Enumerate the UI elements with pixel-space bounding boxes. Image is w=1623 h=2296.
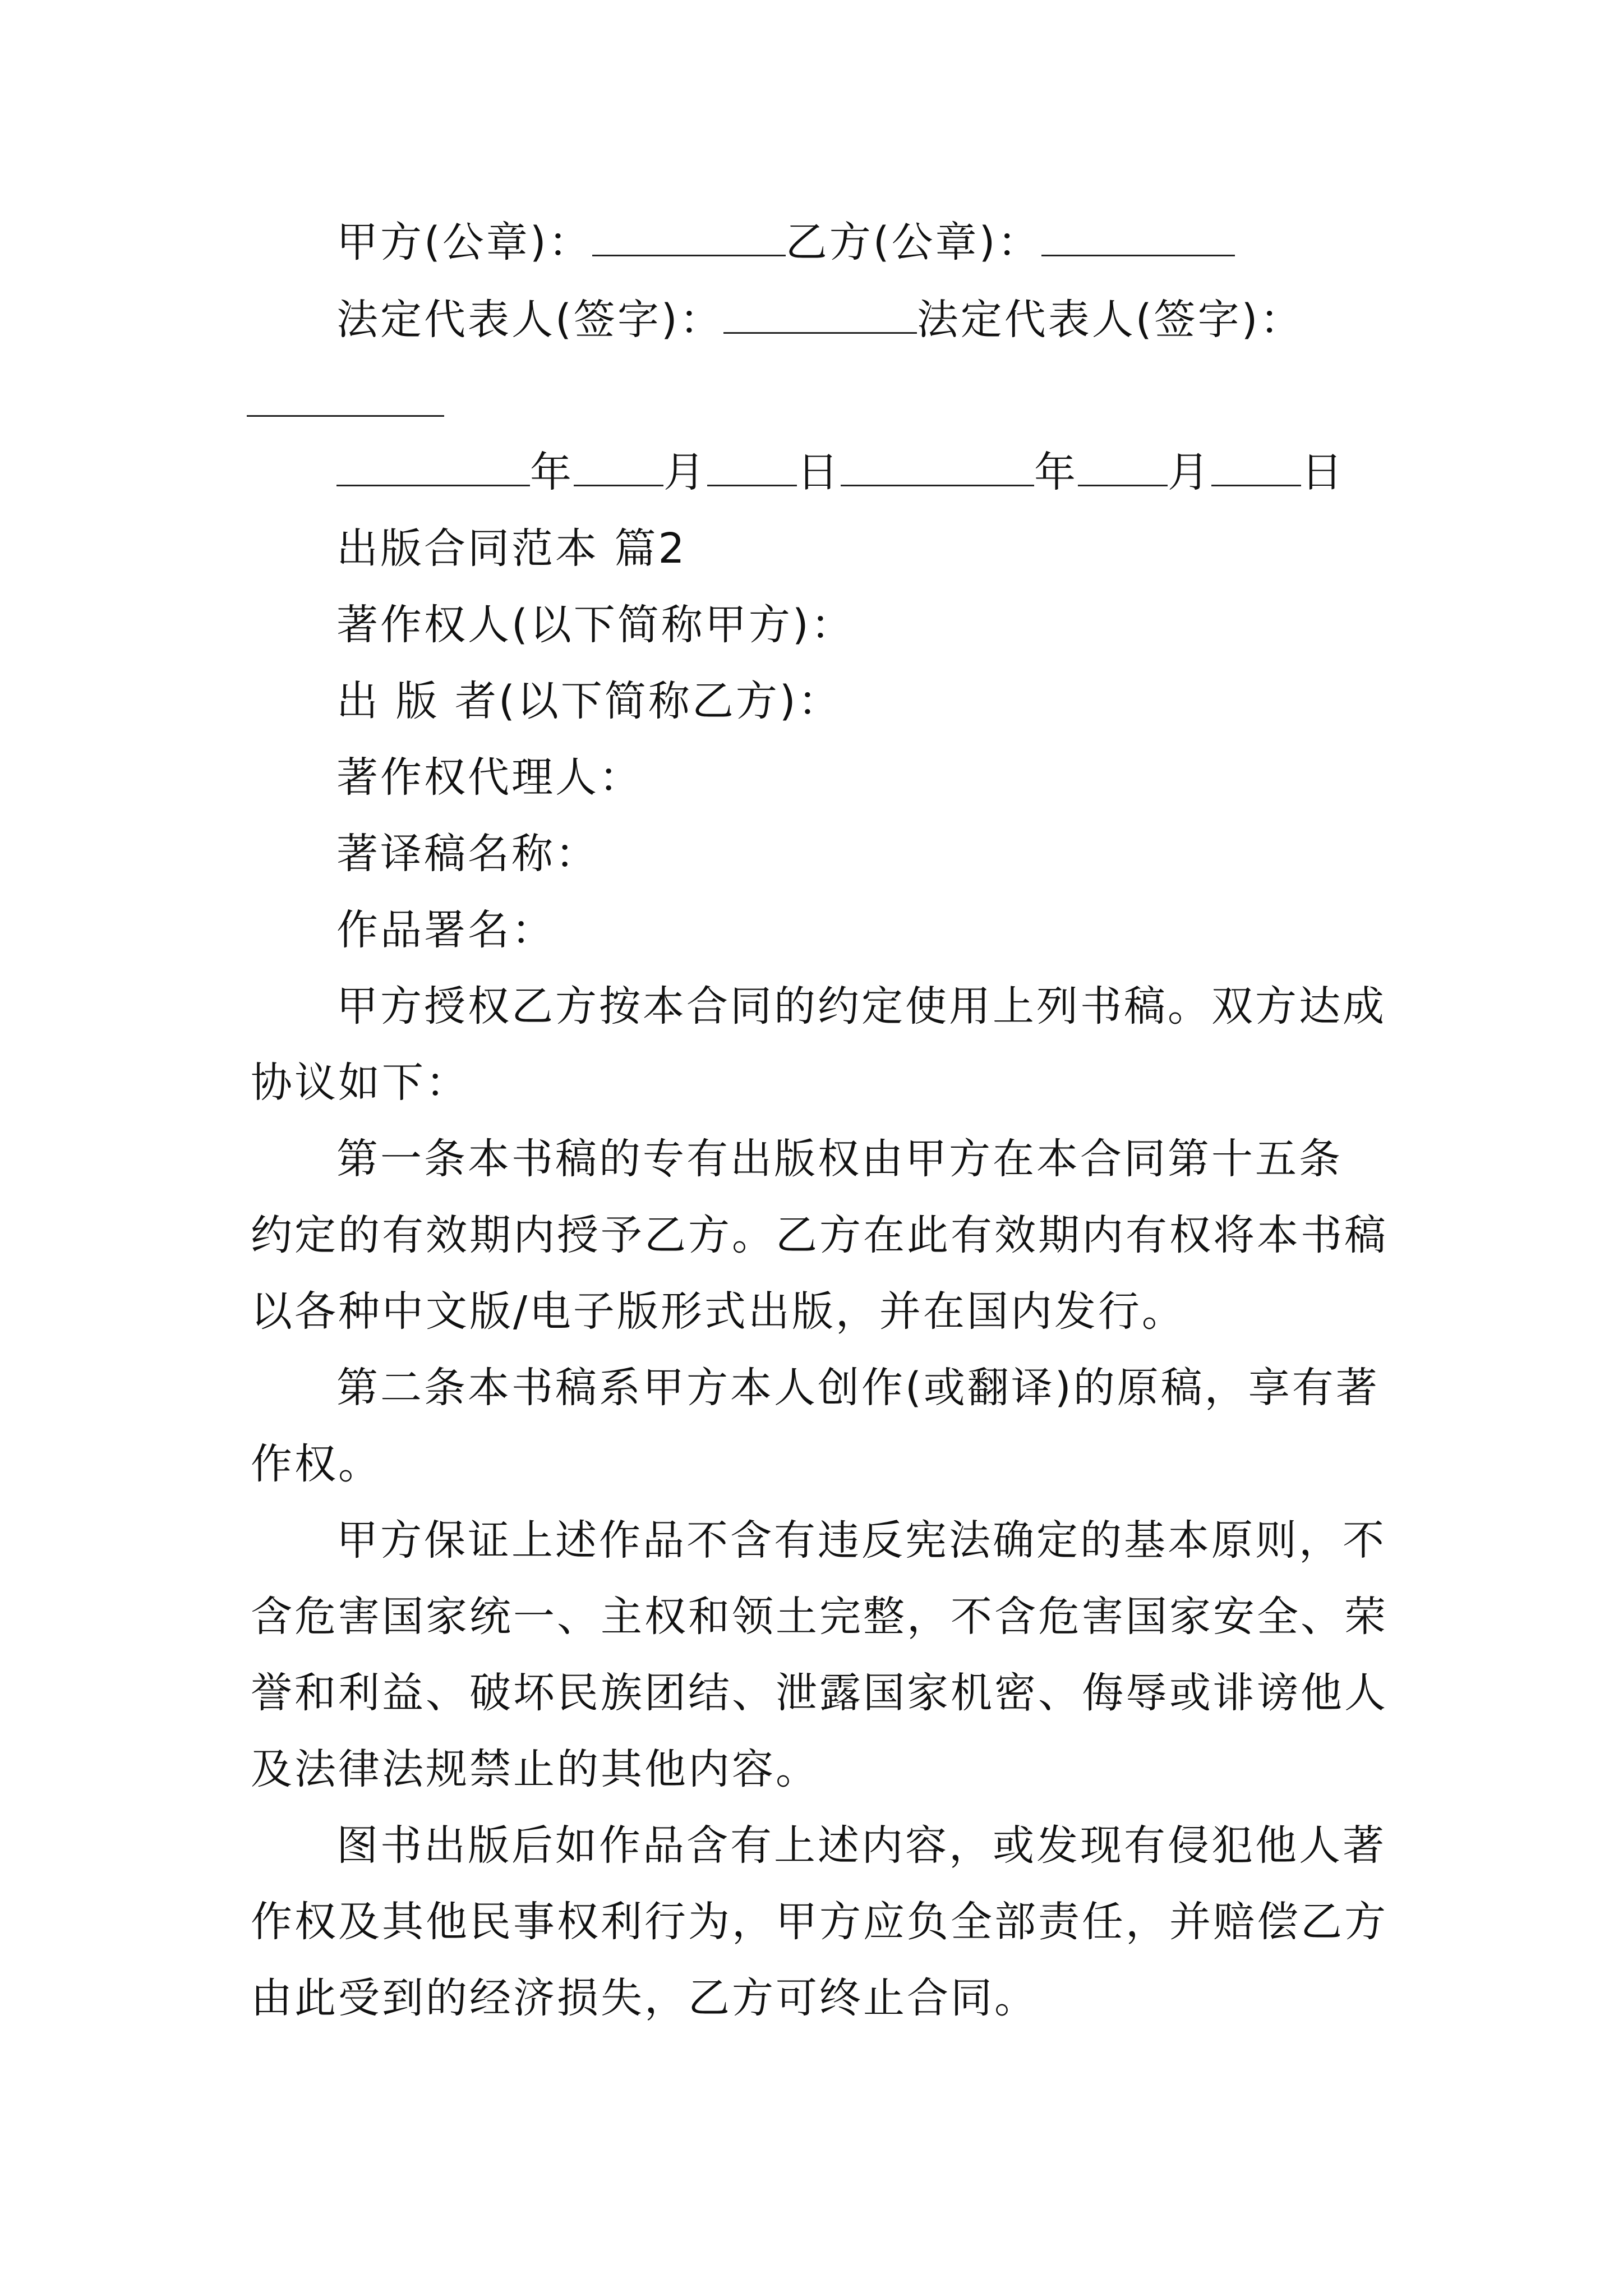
paragraph-line: 协议如下： [251,1059,469,1107]
day-a-blank [707,445,797,486]
manuscript-name-field: 著译稿名称： [336,830,599,878]
rep-b-label: 法定代表人(签字)： [916,296,1304,344]
party-a-seal-label: 甲方(公章)： [336,218,592,266]
day-b-blank [1211,445,1301,486]
representative-line [336,292,1304,348]
year-a-blank [336,445,530,486]
rep-a-blank [723,293,917,334]
paragraph-line: 甲方授权乙方按本合同的约定使用上列书稿。双方达成 [336,982,1386,1030]
rep-b-blank [247,415,444,417]
paragraph-line: 以各种中文版/电子版形式出版，并在国内发行。 [251,1287,1186,1336]
paragraph-line: 及法律法规禁止的其他内容。 [251,1745,819,1793]
day-b-label: 日 [1301,448,1345,496]
publisher-field: 出 版 者(以下简称乙方)： [336,677,842,725]
paragraph-line: 第一条本书稿的专有出版权由甲方在本合同第十五条 [336,1135,1343,1183]
paragraph-line: 约定的有效期内授予乙方。乙方在此有效期内有权将本书稿 [251,1211,1388,1259]
month-b-blank [1078,445,1168,486]
attribution-field: 作品署名： [336,906,555,954]
paragraph-line: 由此受到的经济损失，乙方可终止合同。 [251,1974,1038,2022]
paragraph-line: 含危害国家统一、主权和领土完整，不含危害国家安全、荣 [251,1593,1388,1641]
day-a-label: 日 [797,448,841,496]
paragraph-line: 作权。 [251,1440,382,1488]
month-b-label: 月 [1168,448,1211,496]
party-b-seal-blank [1041,215,1235,256]
paragraph-line: 作权及其他民事权利行为，甲方应负全部责任，并赔偿乙方 [251,1898,1388,1946]
date-line [336,444,1345,500]
paragraph-line: 图书出版后如作品含有上述内容，或发现有侵犯他人著 [336,1821,1386,1870]
month-a-blank [574,445,663,486]
year-b-label: 年 [1034,448,1078,496]
month-a-label: 月 [663,448,707,496]
rep-a-label: 法定代表人(签字)： [336,296,723,344]
agent-field: 著作权代理人： [336,753,643,802]
paragraph-line: 甲方保证上述作品不含有违反宪法确定的基本原则，不 [336,1516,1386,1565]
paragraph-line: 第二条本书稿系甲方本人创作(或翻译)的原稿，享有著 [336,1364,1380,1412]
section-title: 出版合同范本 篇2 [336,524,687,573]
seal-line [336,214,1235,270]
year-b-blank [841,445,1034,486]
party-a-seal-blank [592,215,786,256]
copyright-holder-field: 著作权人(以下简称甲方)： [336,601,855,649]
year-a-label: 年 [530,448,574,496]
paragraph-line: 誉和利益、破坏民族团结、泄露国家机密、侮辱或诽谤他人 [251,1669,1388,1717]
party-b-seal-label: 乙方(公章)： [785,218,1041,266]
